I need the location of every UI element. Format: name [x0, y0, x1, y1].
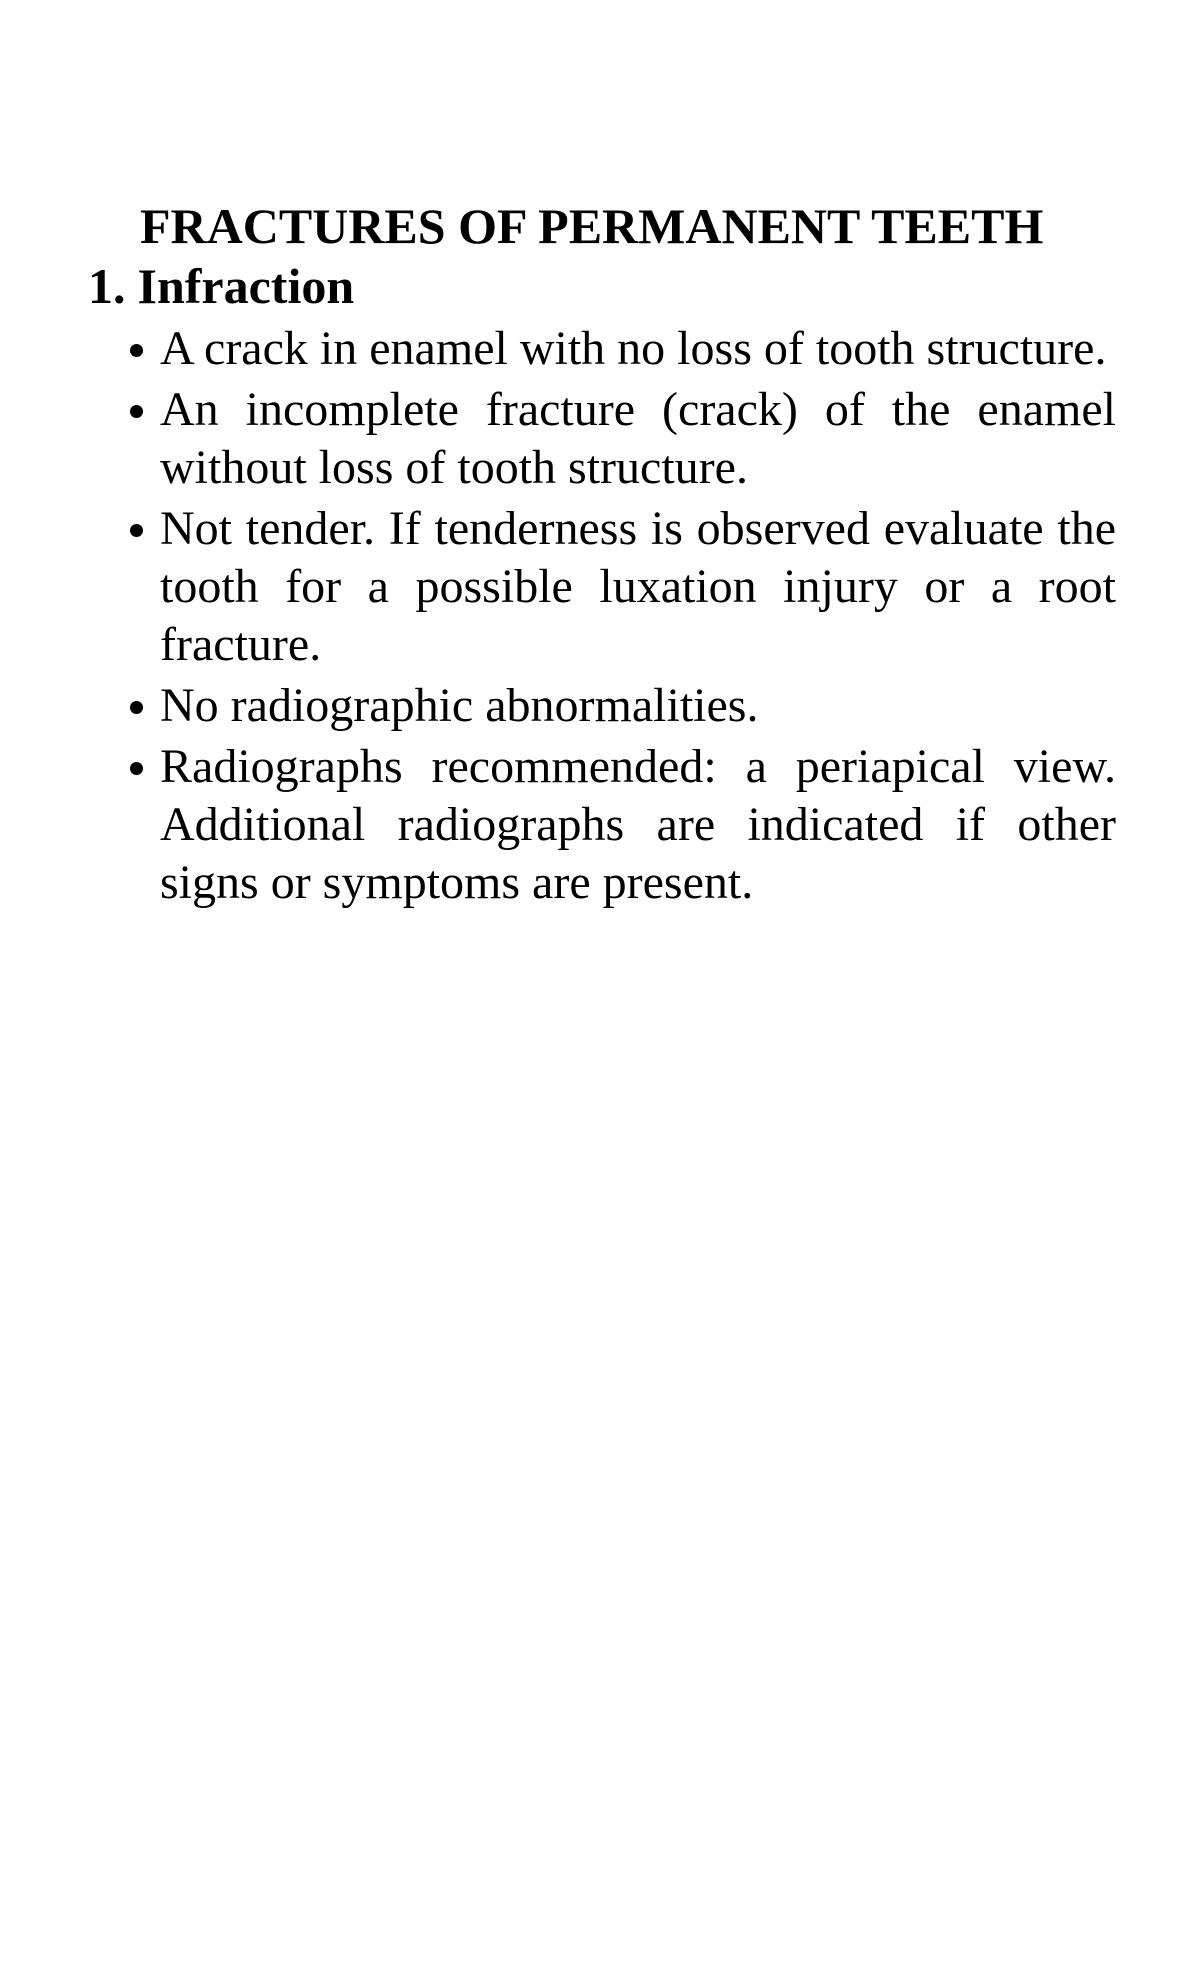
page-title: FRACTURES OF PERMANENT TEETH [140, 198, 1044, 254]
bullet-icon [130, 405, 143, 418]
list-item-text: An incomplete fracture (crack) of the enamel without loss of tooth structure. [160, 383, 1116, 494]
list-item-text: A crack in enamel with no loss of tooth structure. [160, 322, 1107, 375]
list-item [124, 677, 1116, 735]
section-number: 1. [88, 258, 126, 314]
section-heading [88, 256, 354, 316]
bullet-icon [130, 701, 143, 714]
bullet-icon [130, 762, 143, 775]
bullet-icon [130, 344, 143, 357]
list-item-text: No radiographic abnormalities. [160, 679, 759, 732]
section-title: Infraction [137, 258, 355, 314]
list-item [124, 500, 1116, 674]
list-item-text: Radiographs recommended: a periapical view. Additional radiographs are indicated if other signs or symptoms are present. [160, 740, 1116, 909]
list-item-text: Not tender. If tenderness is observed evaluate the tooth for a possible luxation injury or a root fracture. [160, 502, 1116, 671]
bullet-icon [130, 524, 143, 537]
list-item [124, 738, 1116, 912]
list-item [124, 320, 1116, 378]
bullet-list [124, 320, 1116, 915]
list-item [124, 381, 1116, 497]
